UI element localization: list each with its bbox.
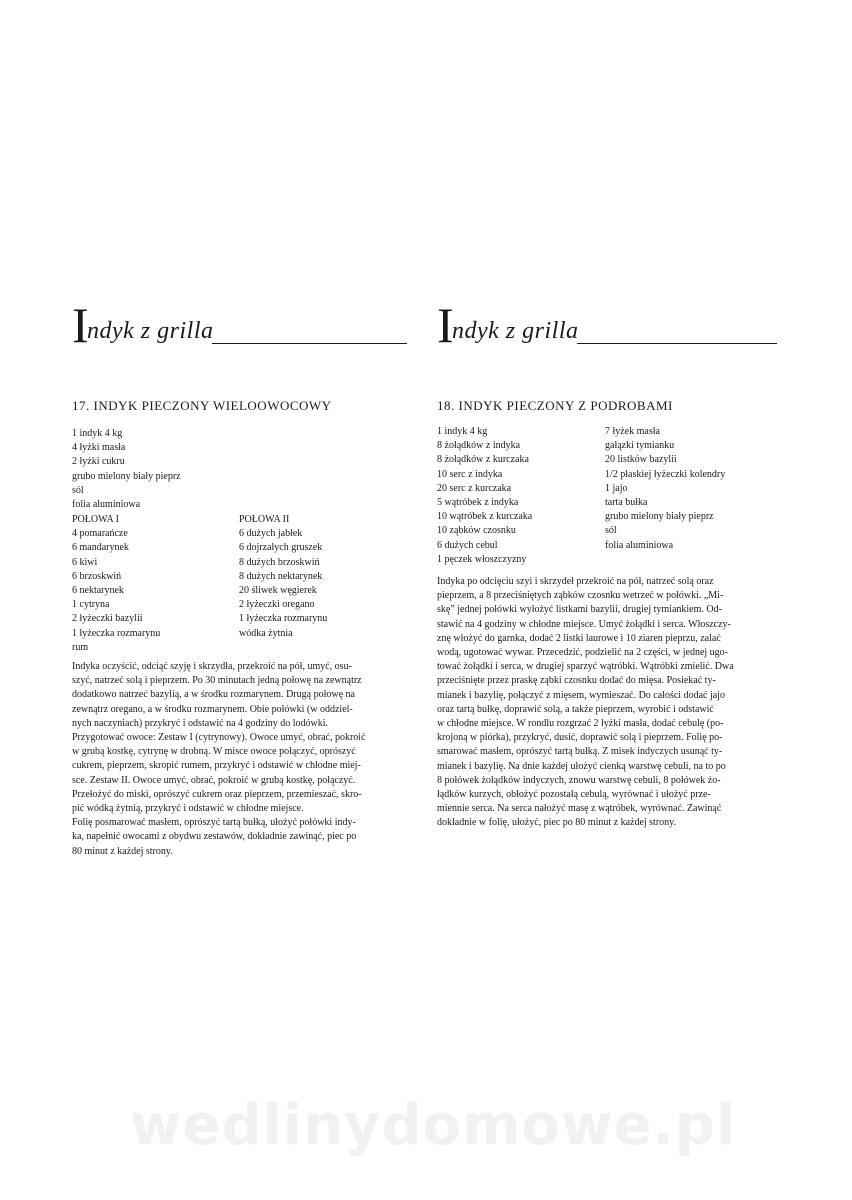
ingredient-item: 1 jajo <box>605 482 628 494</box>
paragraph-line: mianek i bazylię, połączyć z mięsem, wymieszać. Do całości dodać jajo <box>437 689 725 701</box>
ingredients-half-2 <box>239 513 327 641</box>
paragraph-line: znę włożyć do garnka, dodać 2 listki laurowe i 10 ziaren pieprzu, zalać <box>437 632 721 644</box>
ingredient-item: 5 wątróbek z indyka <box>437 497 519 509</box>
ingredients-col-2 <box>605 425 725 553</box>
paragraph-line: tować żołądki i serca, w drugiej sparzyć wątróbki. Wątróbki zmielić. Dwa <box>437 661 734 673</box>
ingredient-item: 8 dużych brzoskwiń <box>239 556 320 568</box>
paragraph-line: szyć, natrzeć solą i pieprzem. Po 30 minutach jedną połowę na zewnątrz <box>72 675 362 687</box>
ingredient-item: 10 wątróbek z kurczaka <box>437 511 533 523</box>
ingredient-item: wódka żytnia <box>239 627 293 639</box>
paragraph-line: w chłodne miejsce. W rondlu rozgrzać 2 łyżki masła, dodać cebulę (po- <box>437 718 724 730</box>
ingredient-item: 6 dojrzałych gruszek <box>239 542 323 554</box>
paragraph-line: zewnątrz oregano, a w środku rozmarynem. Obie połówki (w oddziel- <box>72 703 353 715</box>
ingredient-item: 4 łyżki masła <box>72 442 126 454</box>
half-2-title: POŁOWA II <box>239 514 290 525</box>
ingredients-col-1 <box>437 425 532 567</box>
paragraph-line: oraz tartą bułkę, doprawić solą, a także pieprzem, wyrobić i odstawić <box>437 703 714 715</box>
ingredient-item: 1 indyk 4 kg <box>437 426 488 437</box>
page-header <box>437 297 777 353</box>
watermark: wedlinydomowe.pl <box>129 1093 737 1158</box>
ingredient-item: 6 dużych cebul <box>437 539 498 551</box>
paragraph-line: mianek i bazylię. Na dnie każdej ułożyć cienką warstwę cebuli, na to po <box>437 760 726 772</box>
ingredient-item: 6 dużych jabłek <box>239 528 303 540</box>
paragraph-line: skę” jednej połówki wyłożyć listkami bazylii, drugiej tymiankiem. Od- <box>437 604 722 616</box>
paragraph-line: cukrem, pieprzem, skropić rumem, przykryć i odstawić w chłodne miej- <box>72 760 361 772</box>
ingredient-item: 6 brzoskwiń <box>72 570 122 582</box>
ingredient-item: 2 łyżeczki oregano <box>239 599 315 611</box>
paragraph-line: stawić na 4 godziny w chłodne miejsce. Umyć żołądki i serca. Włoszczy- <box>437 618 731 630</box>
ingredient-item: 8 dużych nektarynek <box>239 570 323 582</box>
recipe-title: 18. INDYK PIECZONY Z PODROBAMI <box>437 398 673 413</box>
paragraph-line: smarować masłem, oprószyć tartą bułką. Z misek indyczych usunąć ty- <box>437 746 723 758</box>
recipe-title: 17. INDYK PIECZONY WIELOOWOCOWY <box>72 398 332 413</box>
paragraph-line: łądków kurzych, obłożyć pozostałą cebulą, wyrównać i ułożyć prze- <box>437 789 711 801</box>
ingredient-item: 8 żołądków z indyka <box>437 440 521 452</box>
paragraph-line: nych naczyniach) przykryć i odstawić na 4 godziny do lodówki. <box>72 717 329 729</box>
paragraph-line: dokładnie w folię, ułożyć, piec po 80 minut z każdej strony. <box>437 817 677 829</box>
ingredient-item: 6 kiwi <box>72 556 98 568</box>
ingredient-item: 1 łyżeczka rozmarynu <box>239 613 328 625</box>
ingredient-item: sól <box>605 525 617 537</box>
paragraph-line: w grubą kostkę, cytrynę w drobną. W misce owoce połączyć, oprószyć <box>72 746 356 758</box>
ingredient-item: folia aluminiowa <box>72 499 141 511</box>
paragraph-line: 80 minut z każdej strony. <box>72 845 173 857</box>
ingredient-item: 6 nektarynek <box>72 585 124 597</box>
ingredient-item: 10 serc z indyka <box>437 468 503 480</box>
paragraph-line: Indyka oczyścić, odciąć szyję i skrzydła, przekroić na pół, umyć, osu- <box>72 661 352 672</box>
half-1-title: POŁOWA I <box>72 514 119 525</box>
ingredient-item: 6 mandarynek <box>72 542 129 554</box>
ingredient-item: 1 pęczek włoszczyzny <box>437 553 527 565</box>
ingredient-item: 1 cytryna <box>72 599 110 611</box>
paragraph-line: ka, napełnić owocami z obydwu zestawów, dokładnie zawinąć, piec po <box>72 831 357 843</box>
ingredient-item: 8 żołądków z kurczaka <box>437 454 529 466</box>
ingredient-item: tarta bułka <box>605 497 648 509</box>
ingredients-main <box>72 427 181 512</box>
paragraph-line: przeciśnięte przez praskę ząbki czosnku dodać do mięsa. Posiekać ty- <box>437 675 716 687</box>
paragraph-line: sce. Zestaw II. Owoce umyć, obrać, pokroić w grubą kostkę, połączyć. <box>72 774 356 786</box>
header-rule <box>212 343 407 344</box>
paragraph-line: pić wódką żytnią, przykryć i odstawić w chłodne miejsce. <box>72 803 304 815</box>
ingredient-item: 2 łyżki cukru <box>72 456 125 468</box>
header-initial: I <box>437 297 454 353</box>
paragraph-line: pieprzem, a 8 przeciśniętych ząbków czosnku wetrzeć w połówki. „Mi- <box>437 590 724 602</box>
paragraph-line: Przygotować owoce: Zestaw I (cytrynowy). Owoce umyć, obrać, pokroić <box>72 732 366 744</box>
header-initial: I <box>72 297 89 353</box>
paragraph-line: wodą, ugotować wywar. Przecedzić, podzielić na 2 części, w jednej ugo- <box>437 647 728 659</box>
ingredient-item: 4 pomarańcze <box>72 528 128 540</box>
paragraph-line: 8 połówek żołądków indyczych, znowu warstwę cebuli, 8 połówek żo- <box>437 774 721 786</box>
header-title: ndyk z grilla <box>87 318 214 344</box>
ingredient-item: grubo mielony biały pieprz <box>72 470 181 482</box>
paragraph-line: miennie serca. Na serca nałożyć masę z wątróbek, wyrównać. Zawinąć <box>437 803 722 815</box>
paragraph-line: Folię posmarować masłem, oprószyć tartą bułką, ułożyć połówki indy- <box>72 817 356 829</box>
recipe-instructions <box>72 660 392 859</box>
paragraph-line: krojoną w piórka), przykryć, dusić, doprawić solą i pieprzem. Folię po- <box>437 732 723 744</box>
ingredient-item: sól <box>72 484 84 496</box>
ingredient-item: 20 serc z kurczaka <box>437 482 512 494</box>
ingredient-item: rum <box>72 641 89 653</box>
recipe-instructions <box>437 575 767 831</box>
ingredient-item: grubo mielony biały pieprz <box>605 511 714 523</box>
ingredient-item: 20 śliwek węgierek <box>239 585 317 597</box>
paragraph-line: dodatkowo natrzeć bazylią, a w środku rozmarynem. Drugą połowę na <box>72 689 355 701</box>
page-header <box>72 297 407 353</box>
ingredient-item: 20 listków bazylii <box>605 454 677 466</box>
ingredient-item: gałązki tymianku <box>605 440 675 452</box>
ingredient-item: 10 ząbków czosnku <box>437 525 516 537</box>
header-title: ndyk z grilla <box>452 318 579 344</box>
ingredient-item: 1/2 płaskiej łyżeczki kolendry <box>605 468 726 480</box>
header-rule <box>577 343 777 344</box>
ingredient-item: 1 łyżeczka rozmarynu <box>72 627 161 639</box>
paragraph-line: Przełożyć do miski, oprószyć cukrem oraz pieprzem, przemieszać, skro- <box>72 788 362 800</box>
ingredient-item: 1 indyk 4 kg <box>72 428 123 439</box>
ingredient-item: folia aluminiowa <box>605 539 674 551</box>
ingredient-item: 2 łyżeczki bazylii <box>72 613 143 625</box>
paragraph-line: Indyka po odcięciu szyi i skrzydeł przekroić na pół, natrzeć solą oraz <box>437 576 714 587</box>
ingredients-half-1 <box>72 513 160 655</box>
ingredient-item: 7 łyżek masła <box>605 426 660 437</box>
